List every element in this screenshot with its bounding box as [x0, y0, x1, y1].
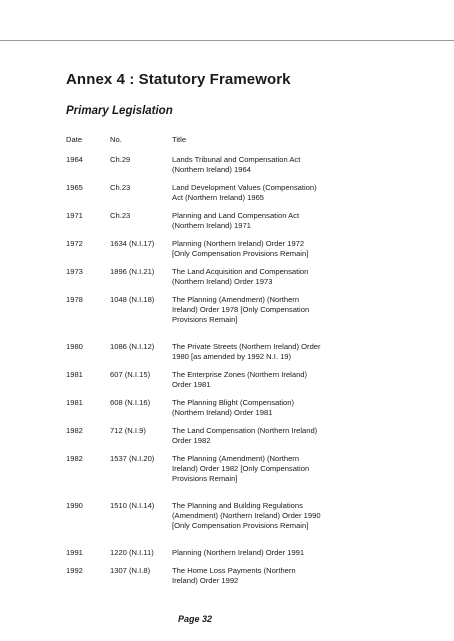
row-title: The Enterprise Zones (Northern Ireland) Order 1981: [172, 370, 308, 389]
row-number: 1220 (N.I.11): [110, 548, 154, 557]
table-row: [66, 398, 396, 426]
row-date: 1980: [66, 342, 83, 351]
row-date: 1981: [66, 398, 83, 407]
column-header-date: Date: [66, 135, 83, 144]
row-title: The Land Acquisition and Compensation (Northern Ireland) Order 1973: [172, 267, 309, 286]
row-number: 712 (N.I.9): [110, 426, 146, 435]
table-row: [66, 426, 396, 454]
row-date: 1990: [66, 501, 83, 510]
table-row: [66, 370, 396, 398]
row-date: 1982: [66, 426, 83, 435]
table-row: [66, 155, 396, 183]
row-date: 1972: [66, 239, 83, 248]
row-number: 1896 (N.I.21): [110, 267, 155, 276]
row-title: Planning (Northern Ireland) Order 1972 [Only Compensation Provisions Remain]: [172, 239, 309, 258]
row-number: Ch.23: [110, 183, 131, 192]
table-row: [66, 239, 396, 267]
row-date: 1991: [66, 548, 83, 557]
row-title: The Home Loss Payments (Northern Ireland) Order 1992: [172, 566, 296, 585]
page-number: Page 32: [178, 614, 213, 624]
row-number: Ch.23: [110, 211, 131, 220]
row-title: The Planning and Building Regulations (Amendment) (Northern Ireland) Order 1990 [Only Compensation Provisions Remain]: [172, 501, 321, 530]
row-number: 1048 (N.I.18): [110, 295, 155, 304]
section-heading: Primary Legislation: [66, 105, 173, 117]
row-number: 608 (N.I.16): [110, 398, 151, 407]
table-row: [66, 267, 396, 295]
row-number: 1634 (N.I.17): [110, 239, 155, 248]
row-title: The Planning Blight (Compensation) (Northern Ireland) Order 1981: [172, 398, 294, 417]
page-title: Annex 4 : Statutory Framework: [66, 71, 291, 88]
row-number: 1510 (N.I.14): [110, 501, 155, 510]
row-title: The Land Compensation (Northern Ireland) Order 1982: [172, 426, 318, 445]
row-title: Lands Tribunal and Compensation Act (Northern Ireland) 1964: [172, 155, 301, 174]
row-date: 1971: [66, 211, 83, 220]
column-header-title: Title: [172, 135, 187, 144]
table-row: [66, 566, 396, 594]
row-number: 1307 (N.I.8): [110, 566, 151, 575]
row-date: 1964: [66, 155, 83, 164]
table-header-row: [66, 135, 396, 155]
row-number: 607 (N.I.15): [110, 370, 151, 379]
row-title: Planning (Northern Ireland) Order 1991: [172, 548, 305, 557]
row-date: 1982: [66, 454, 83, 463]
table-row: [66, 548, 396, 566]
row-title: The Planning (Amendment) (Northern Ireland) Order 1982 [Only Compensation Provisions Remain]: [172, 454, 310, 483]
header-rule: [0, 40, 454, 41]
row-title: Land Development Values (Compensation) Act (Northern Ireland) 1965: [172, 183, 317, 202]
legislation-table: [66, 135, 396, 594]
table-row: [66, 342, 396, 370]
row-date: 1973: [66, 267, 83, 276]
row-date: 1992: [66, 566, 83, 575]
table-row: [66, 454, 396, 501]
row-title: Planning and Land Compensation Act (Northern Ireland) 1971: [172, 211, 300, 230]
table-row: [66, 211, 396, 239]
row-date: 1981: [66, 370, 83, 379]
row-number: Ch.29: [110, 155, 131, 164]
row-number: 1086 (N.I.12): [110, 342, 155, 351]
row-number: 1537 (N.I.20): [110, 454, 155, 463]
row-title: The Planning (Amendment) (Northern Ireland) Order 1978 [Only Compensation Provisions Remain]: [172, 295, 310, 324]
row-date: 1978: [66, 295, 83, 304]
table-row: [66, 501, 396, 548]
table-row: [66, 183, 396, 211]
row-title: The Private Streets (Northern Ireland) Order 1980 [as amended by 1992 N.I. 19): [172, 342, 321, 361]
row-date: 1965: [66, 183, 83, 192]
table-row: [66, 295, 396, 342]
column-header-no: No.: [110, 135, 122, 144]
